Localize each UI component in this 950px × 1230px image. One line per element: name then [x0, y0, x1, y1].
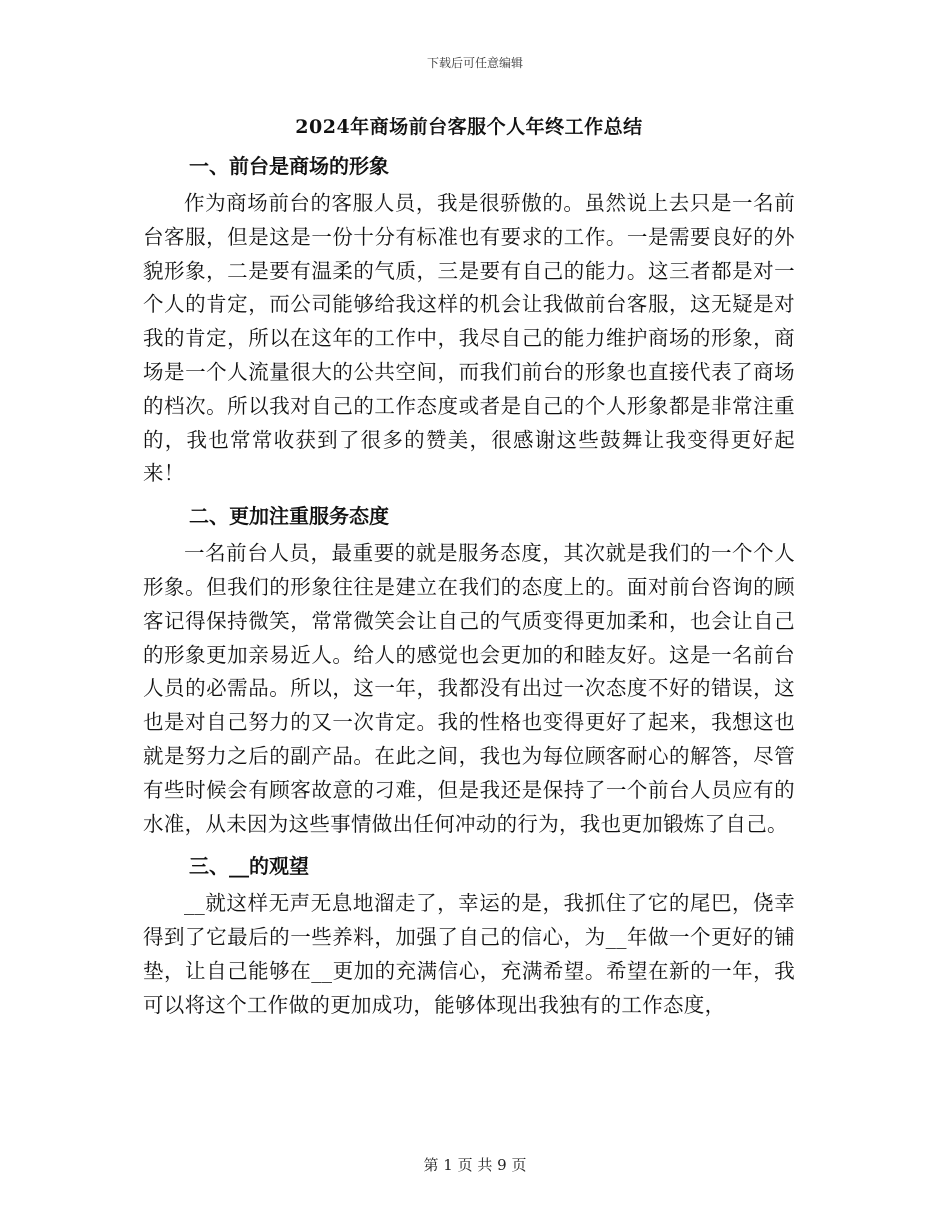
page-footer: 第 1 页 共 9 页: [423, 1156, 527, 1174]
page-header: 下载后可任意编辑: [426, 56, 523, 70]
section-heading-2: 二、更加注重服务态度: [189, 504, 389, 529]
section-paragraph-2: 一名前台人员，最重要的就是服务态度，其次就是我们的一个个人形象。但我们的形象往往是建立在我们的态度上的。面对前台咨询的顾客记得保持微笑，常常微笑会让自己的气质变得更加柔和，也会让自己的形象更加亲易近人。给人的感觉也会更加的和睦友好。这是一名前台人员的必需品。所以，这一年，我都没有出过一次态度不好的错误，这也是对自己努力的又一次肯定。我的性格也变得更好了起来，我想这也就是努力之后的副产品。在此之间，我也为每位顾客耐心的解答，尽管有些时候会有顾客故意的刁难，但是我还是保持了一个前台人员应有的水准，从未因为这些事情做出任何冲动的行为，我也更加锻炼了自己。: [143, 541, 795, 836]
section-paragraph-3: __就这样无声无息地溜走了，幸运的是，我抓住了它的尾巴，侥幸得到了它最后的一些养料，加强了自己的信心，为__年做一个更好的铺垫，让自己能够在__更加的充满信心，充满希望。希望在新的一年，我可以将这个工作做的更加成功，能够体现出我独有的工作态度，: [143, 891, 795, 1017]
document-body: [143, 112, 795, 1033]
section-heading-3: 三、__的观望: [189, 854, 309, 879]
section-paragraph-1: 作为商场前台的客服人员，我是很骄傲的。虽然说上去只是一名前台客服，但是这是一份十分有标准也有要求的工作。一是需要良好的外貌形象，二是要有温柔的气质，三是要有自己的能力。这三者都是对一个人的肯定，而公司能够给我这样的机会让我做前台客服，这无疑是对我的肯定，所以在这年的工作中，我尽自己的能力维护商场的形象，商场是一个人流量很大的公共空间，而我们前台的形象也直接代表了商场的档次。所以我对自己的工作态度或者是自己的个人形象都是非常注重的，我也常常收获到了很多的赞美，很感谢这些鼓舞让我变得更好起来！: [143, 191, 795, 486]
document-title: 2024年商场前台客服个人年终工作总结: [295, 116, 643, 138]
section-heading-1: 一、前台是商场的形象: [189, 154, 389, 178]
